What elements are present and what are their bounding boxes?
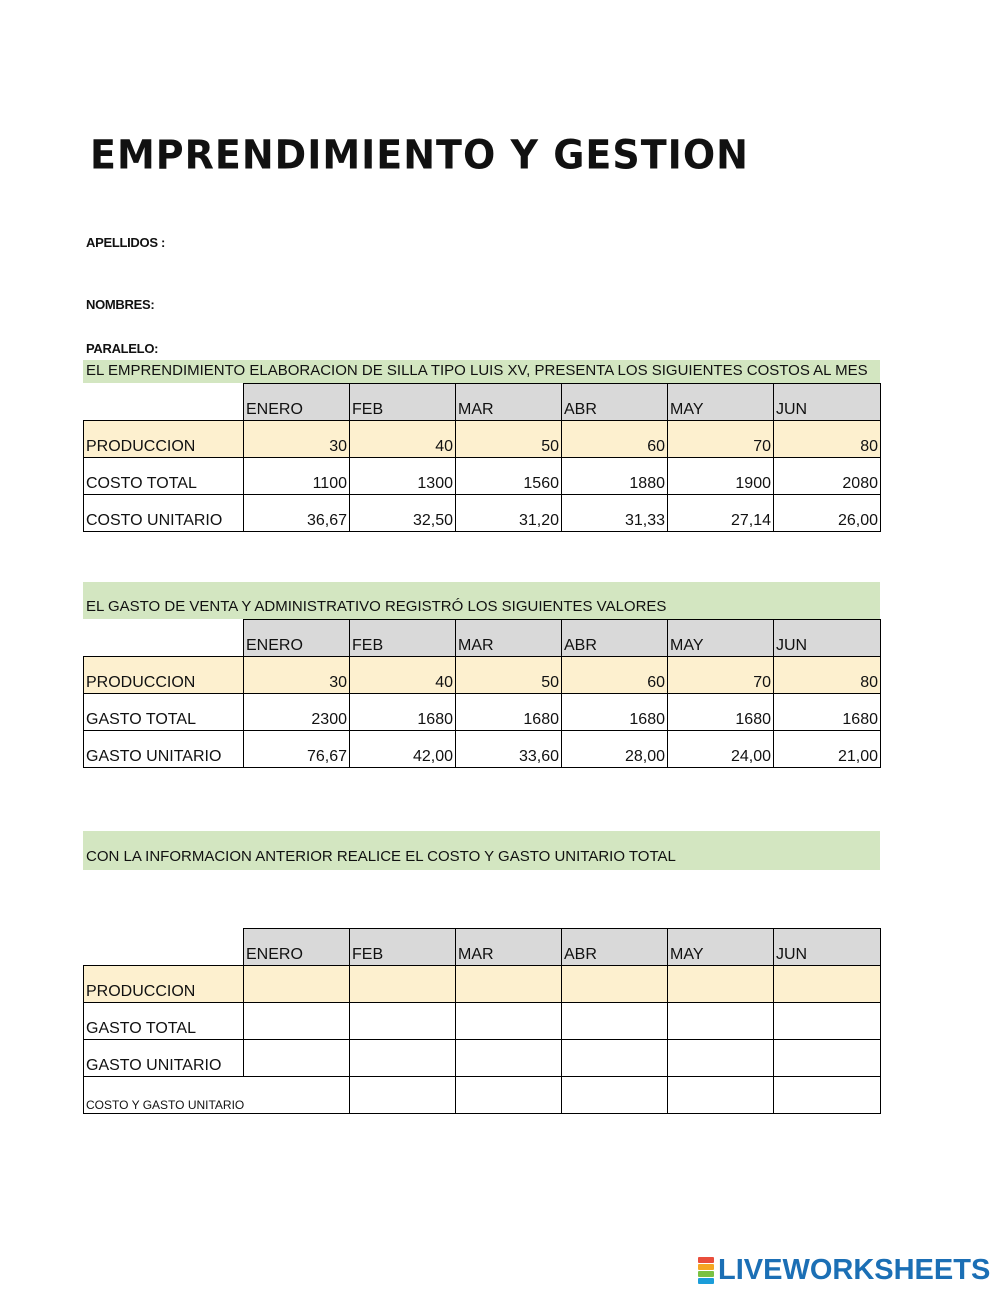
month-header: ABR — [562, 384, 668, 421]
month-header: JUN — [774, 929, 881, 966]
answer-cell[interactable] — [456, 1040, 562, 1077]
page-title: EMPRENDIMIENTO Y GESTION — [90, 131, 749, 179]
answer-cell[interactable] — [244, 1003, 350, 1040]
answer-cell[interactable] — [668, 1003, 774, 1040]
answer-cell[interactable] — [244, 1040, 350, 1077]
month-header: FEB — [350, 384, 456, 421]
table-row — [84, 966, 881, 1003]
answer-table — [83, 928, 881, 1114]
answer-cell[interactable] — [774, 1077, 881, 1114]
paralelo-label: PARALELO: — [86, 341, 159, 356]
row-label: PRODUCCION — [84, 657, 244, 694]
row-label: COSTO UNITARIO — [84, 495, 244, 532]
table-cell: 40 — [350, 421, 456, 458]
answer-cell[interactable] — [244, 966, 350, 1003]
answer-cell[interactable] — [350, 1077, 456, 1114]
month-header: ENERO — [244, 620, 350, 657]
row-label: PRODUCCION — [84, 966, 244, 1003]
answer-cell[interactable] — [562, 1077, 668, 1114]
table-cell: 70 — [668, 421, 774, 458]
table-cell: 50 — [456, 421, 562, 458]
answer-cell[interactable] — [456, 1003, 562, 1040]
table-row — [84, 421, 881, 458]
table-row — [84, 1003, 881, 1040]
month-header: JUN — [774, 620, 881, 657]
row-label: PRODUCCION — [84, 421, 244, 458]
table-cell: 33,60 — [456, 731, 562, 768]
table-cell: 30 — [244, 421, 350, 458]
instruction-banner: CON LA INFORMACION ANTERIOR REALICE EL COSTO Y GASTO UNITARIO TOTAL — [83, 831, 880, 870]
table-row — [84, 495, 881, 532]
month-header: ENERO — [244, 929, 350, 966]
row-label: GASTO TOTAL — [84, 694, 244, 731]
table-cell: 80 — [774, 657, 881, 694]
answer-cell[interactable] — [456, 966, 562, 1003]
table-cell: 32,50 — [350, 495, 456, 532]
answer-cell[interactable] — [774, 1040, 881, 1077]
table-cell: 1680 — [350, 694, 456, 731]
answer-cell[interactable] — [668, 1040, 774, 1077]
row-label: GASTO UNITARIO — [84, 1040, 244, 1077]
table-cell: 21,00 — [774, 731, 881, 768]
table-header-row — [84, 929, 881, 966]
table-cell: 1100 — [244, 458, 350, 495]
liveworksheets-logo[interactable] — [698, 1254, 990, 1286]
apellidos-label: APELLIDOS : — [86, 235, 166, 250]
answer-cell[interactable] — [562, 1003, 668, 1040]
table-cell: 31,33 — [562, 495, 668, 532]
month-header: MAY — [668, 620, 774, 657]
table-cell: 1680 — [668, 694, 774, 731]
month-header: ABR — [562, 929, 668, 966]
month-header: MAY — [668, 929, 774, 966]
row-label: GASTO UNITARIO — [84, 731, 244, 768]
month-header: FEB — [350, 929, 456, 966]
table-cell: 80 — [774, 421, 881, 458]
costs-banner: EL EMPRENDIMIENTO ELABORACION DE SILLA TIPO LUIS XV, PRESENTA LOS SIGUIENTES COSTOS AL MES — [83, 360, 880, 383]
expenses-banner: EL GASTO DE VENTA Y ADMINISTRATIVO REGISTRÓ LOS SIGUIENTES VALORES — [83, 582, 880, 619]
month-header: ENERO — [244, 384, 350, 421]
row-label: COSTO TOTAL — [84, 458, 244, 495]
table-cell: 60 — [562, 421, 668, 458]
table-cell: 1880 — [562, 458, 668, 495]
answer-cell[interactable] — [774, 1003, 881, 1040]
table-row — [84, 694, 881, 731]
month-header: MAY — [668, 384, 774, 421]
table-cell: 31,20 — [456, 495, 562, 532]
table-cell: 30 — [244, 657, 350, 694]
table-cell: 28,00 — [562, 731, 668, 768]
logo-text: LIVEWORKSHEETS — [718, 1253, 991, 1286]
table-header-row — [84, 384, 881, 421]
nombres-label: NOMBRES: — [86, 297, 155, 312]
table-cell: 1680 — [774, 694, 881, 731]
month-header: MAR — [456, 929, 562, 966]
answer-cell[interactable] — [562, 1040, 668, 1077]
table-cell: 24,00 — [668, 731, 774, 768]
month-header: JUN — [774, 384, 881, 421]
expenses-table — [83, 619, 881, 768]
table-cell: 26,00 — [774, 495, 881, 532]
table-cell: 60 — [562, 657, 668, 694]
table-row — [84, 458, 881, 495]
row-label: GASTO TOTAL — [84, 1003, 244, 1040]
table-cell: 1900 — [668, 458, 774, 495]
month-header: MAR — [456, 384, 562, 421]
row-label: COSTO Y GASTO UNITARIO — [84, 1077, 350, 1114]
table-cell: 50 — [456, 657, 562, 694]
answer-cell[interactable] — [350, 1040, 456, 1077]
table-cell: 40 — [350, 657, 456, 694]
table-cell: 1680 — [456, 694, 562, 731]
table-cell: 1680 — [562, 694, 668, 731]
month-header: ABR — [562, 620, 668, 657]
table-cell: 70 — [668, 657, 774, 694]
table-cell: 42,00 — [350, 731, 456, 768]
table-row — [84, 657, 881, 694]
table-cell: 27,14 — [668, 495, 774, 532]
answer-cell[interactable] — [562, 966, 668, 1003]
costs-table — [83, 383, 881, 532]
table-cell: 76,67 — [244, 731, 350, 768]
table-row — [84, 1040, 881, 1077]
table-cell: 2300 — [244, 694, 350, 731]
table-row — [84, 731, 881, 768]
answer-cell[interactable] — [350, 966, 456, 1003]
month-header: FEB — [350, 620, 456, 657]
month-header: MAR — [456, 620, 562, 657]
answer-cell[interactable] — [456, 1077, 562, 1114]
live-mark-icon — [698, 1257, 714, 1284]
table-row — [84, 1077, 881, 1114]
answer-cell[interactable] — [668, 1077, 774, 1114]
answer-cell[interactable] — [350, 1003, 456, 1040]
answer-cell[interactable] — [668, 966, 774, 1003]
table-cell: 2080 — [774, 458, 881, 495]
table-header-row — [84, 620, 881, 657]
table-cell: 1300 — [350, 458, 456, 495]
answer-cell[interactable] — [774, 966, 881, 1003]
table-cell: 36,67 — [244, 495, 350, 532]
table-cell: 1560 — [456, 458, 562, 495]
